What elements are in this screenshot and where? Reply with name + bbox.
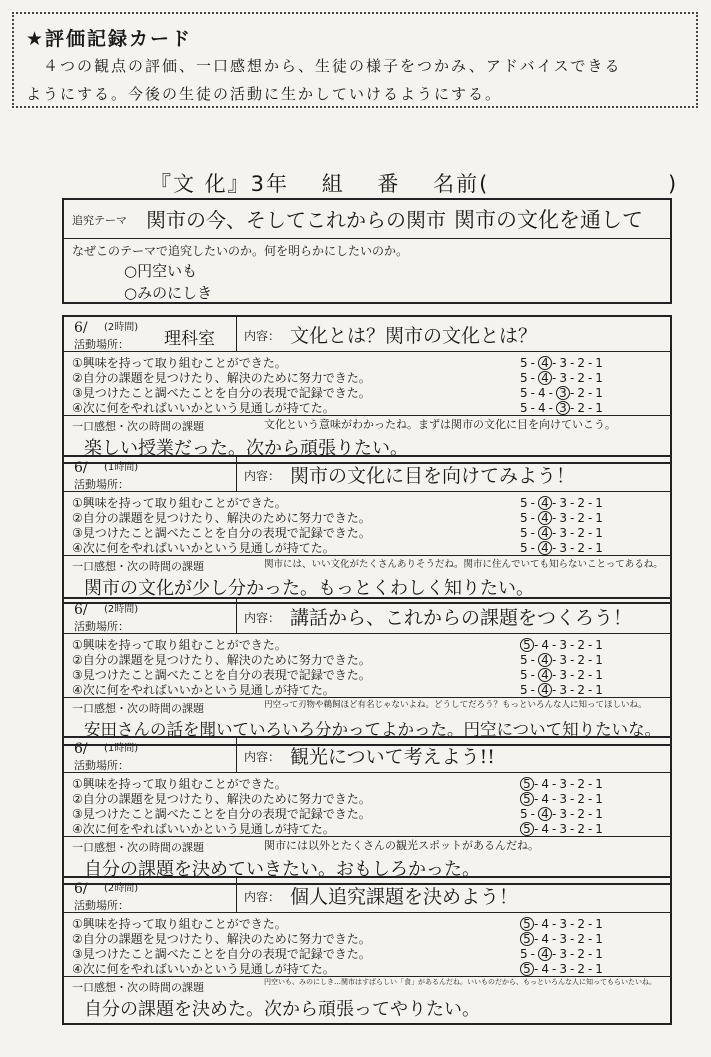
rating-option: 2: [577, 807, 588, 821]
rating-scale: 5 -4-3-2-1: [520, 962, 606, 977]
rating-option: 4: [538, 511, 552, 525]
evaluation-item: [72, 822, 670, 837]
evaluation-item-text: ③見つけたこと調べたことを自分の表現で記録できた。: [72, 807, 371, 821]
evaluation-item-text: ①興味を持って取り組むことができた。: [72, 917, 287, 931]
rating-option: 1: [595, 683, 606, 697]
session-hours: (2時間): [104, 883, 139, 894]
content-value: 講話から、これからの課題をつくろう！: [290, 607, 633, 629]
rating-option: 4: [538, 807, 552, 821]
evaluation-item-text: ③見つけたこと調べたことを自分の表現で記録できた。: [72, 947, 371, 961]
rating-option: 3: [559, 917, 570, 931]
session-card: [62, 876, 672, 1025]
rating-option: 4: [541, 638, 552, 652]
rating-scale: 5- 4 -3-2-1: [520, 526, 606, 540]
intro-title: ★評価記録カード: [26, 28, 193, 50]
rating-option: 4: [538, 541, 552, 555]
evaluation-item-text: ④次に何をやればいいかという見通しが持てた。: [72, 962, 335, 976]
evaluation-item: [72, 807, 670, 822]
rating-option: 5: [520, 401, 531, 415]
session-hours: (2時間): [104, 604, 139, 615]
place-label: 活動場所：: [74, 620, 129, 633]
evaluation-item-text: ③見つけたこと調べたことを自分の表現で記録できた。: [72, 526, 371, 540]
rating-option: 5: [520, 638, 534, 652]
rating-option: 5: [520, 822, 534, 836]
rating-option: 4: [537, 401, 549, 415]
rating-option: 3: [559, 792, 570, 806]
theme-answer-1: ○円空いも: [124, 262, 198, 280]
session-date: 6/: [74, 320, 88, 336]
rating-option: 1: [595, 356, 606, 370]
content-value: 文化とは？関市の文化とは？: [290, 325, 538, 347]
comment-row: [64, 977, 670, 1023]
rating-option: 1: [595, 638, 606, 652]
place-label: 活動場所：: [74, 759, 129, 772]
evaluation-item: [72, 792, 670, 807]
rating-option: 3: [559, 962, 570, 976]
evaluation-items: [64, 634, 670, 698]
theme-label: 追究テーマ: [72, 214, 127, 227]
rating-scale: 5- 4 -3-2-1: [520, 947, 606, 961]
rating-option: 5: [520, 356, 531, 370]
session-date: 6/: [74, 741, 88, 757]
comment-label: 一口感想・次の時間の課題: [72, 420, 204, 433]
evaluation-item-text: ①興味を持って取り組むことができた。: [72, 356, 287, 370]
rating-option: 3: [556, 401, 570, 415]
session-card: [62, 597, 672, 746]
student-comment: 安田さんの話を聞いていろいろ分かってよかった。円空について知りたいな。: [84, 720, 662, 739]
rating-scale: 5- 4 -3-2-1: [520, 807, 606, 821]
teacher-note: 円空いも、みのにしき…関市はすばらしい「食」があるんだね。いいものだから、もっといろんな人に知ってもらいたいね。: [264, 978, 656, 986]
student-comment: 自分の課題を決めていきたい。おもしろかった。: [84, 859, 480, 880]
evaluation-item: [72, 356, 670, 371]
evaluation-item-text: ③見つけたこと調べたことを自分の表現で記録できた。: [72, 668, 371, 682]
rating-option: 2: [577, 371, 588, 385]
rating-option: 3: [556, 386, 570, 400]
rating-option: 2: [577, 653, 588, 667]
evaluation-item: [72, 947, 670, 962]
evaluation-item: [72, 932, 670, 947]
rating-option: 4: [538, 496, 552, 510]
rating-option: 2: [577, 917, 588, 931]
rating-option: 4: [541, 777, 552, 791]
place-box: [64, 599, 237, 633]
rating-option: 4: [538, 526, 552, 540]
rating-option: 1: [595, 668, 606, 682]
rating-option: 5: [520, 511, 531, 525]
rating-option: 3: [559, 932, 570, 946]
rating-option: 4: [538, 668, 552, 682]
rating-option: 2: [577, 541, 588, 555]
rating-option: 4: [541, 822, 552, 836]
evaluation-item-text: ④次に何をやればいいかという見通しが持てた。: [72, 822, 335, 836]
session-card: [62, 315, 672, 464]
session-date: 6/: [74, 881, 88, 897]
evaluation-item-text: ③見つけたこと調べたことを自分の表現で記録できた。: [72, 386, 371, 400]
evaluation-item: [72, 541, 670, 556]
rating-scale: 5- 4 -3-2-1: [520, 511, 606, 525]
rating-option: 1: [595, 401, 606, 415]
intro-box: [12, 12, 698, 108]
rating-option: 2: [577, 526, 588, 540]
rating-option: 4: [541, 792, 552, 806]
evaluation-item: [72, 496, 670, 511]
rating-option: 2: [577, 496, 588, 510]
content-label: 内容：: [244, 611, 281, 625]
rating-option: 3: [559, 541, 570, 555]
evaluation-items: [64, 352, 670, 416]
evaluation-item: [72, 526, 670, 541]
rating-scale: 5 -4-3-2-1: [520, 777, 606, 792]
rating-option: 1: [595, 511, 606, 525]
evaluation-items: [64, 492, 670, 556]
rating-option: 4: [538, 653, 552, 667]
rating-scale: 5 -4-3-2-1: [520, 822, 606, 837]
rating-option: 1: [595, 822, 606, 836]
rating-option: 4: [541, 917, 552, 931]
rating-option: 2: [577, 792, 588, 806]
content-label: 内容：: [244, 329, 281, 343]
rating-option: 3: [559, 638, 570, 652]
rating-option: 5: [520, 962, 534, 976]
comment-row: [64, 556, 670, 602]
rating-option: 1: [595, 653, 606, 667]
rating-option: 5: [520, 541, 531, 555]
teacher-note: 円空って刃物や鵜飼ほど有名じゃないよね。どうしてだろう？もっといろんな人に知ってほしいね。: [264, 700, 647, 710]
evaluation-item: [72, 511, 670, 526]
theme-sub: 関市の文化を通して: [454, 208, 643, 232]
header-number: 番: [377, 172, 401, 196]
header-class: 組: [321, 172, 345, 196]
theme-main: 関市の今、そしてこれからの関市: [146, 208, 446, 232]
comment-label: 一口感想・次の時間の課題: [72, 841, 204, 854]
rating-option: 3: [559, 526, 570, 540]
rating-option: 2: [577, 638, 588, 652]
rating-option: 5: [520, 371, 531, 385]
rating-option: 4: [538, 356, 552, 370]
rating-option: 1: [595, 386, 606, 400]
evaluation-item: [72, 668, 670, 683]
session-card: [62, 455, 672, 604]
rating-option: 4: [538, 683, 552, 697]
session-date: 6/: [74, 460, 88, 476]
rating-option: 3: [559, 777, 570, 791]
comment-label: 一口感想・次の時間の課題: [72, 702, 204, 715]
rating-option: 1: [595, 526, 606, 540]
session-hours: (2時間): [104, 322, 139, 333]
rating-scale: 5 -4-3-2-1: [520, 638, 606, 653]
rating-option: 2: [577, 777, 588, 791]
rating-option: 1: [595, 541, 606, 555]
student-comment: 楽しい授業だった。次から頑張りたい。: [84, 438, 408, 459]
rating-option: 5: [520, 792, 534, 806]
rating-option: 2: [577, 947, 588, 961]
rating-option: 2: [577, 932, 588, 946]
evaluation-item-text: ②自分の課題を見つけたり、解決のために努力できた。: [72, 932, 371, 946]
place-box: [64, 878, 237, 912]
content-value: 個人追究課題を決めよう！: [290, 886, 519, 908]
rating-scale: 5 -4-3-2-1: [520, 932, 606, 947]
theme-box: [62, 198, 672, 304]
evaluation-item-text: ②自分の課題を見つけたり、解決のために努力できた。: [72, 371, 371, 385]
rating-scale: 5- 4 -3-2-1: [520, 683, 606, 697]
content-value: 観光について考えよう!!: [290, 746, 495, 768]
rating-scale: 5- 4 -3-2-1: [520, 653, 606, 667]
rating-option: 3: [559, 496, 570, 510]
rating-option: 5: [520, 807, 531, 821]
evaluation-item-text: ②自分の課題を見つけたり、解決のために努力できた。: [72, 653, 371, 667]
evaluation-item-text: ②自分の課題を見つけたり、解決のために努力できた。: [72, 511, 371, 525]
rating-option: 3: [559, 356, 570, 370]
rating-option: 2: [577, 668, 588, 682]
rating-option: 5: [520, 653, 531, 667]
rating-option: 2: [577, 822, 588, 836]
rating-scale: 5-4- 3 -2-1: [520, 386, 606, 400]
rating-option: 5: [520, 386, 531, 400]
evaluation-item-text: ①興味を持って取り組むことができた。: [72, 777, 287, 791]
rating-option: 5: [520, 932, 534, 946]
rating-option: 1: [595, 932, 606, 946]
evaluation-item-text: ④次に何をやればいいかという見通しが持てた。: [72, 541, 335, 555]
rating-option: 3: [559, 822, 570, 836]
place-label: 活動場所：: [74, 478, 129, 491]
rating-scale: 5 -4-3-2-1: [520, 792, 606, 807]
rating-option: 1: [595, 917, 606, 931]
rating-option: 1: [595, 371, 606, 385]
session-card: [62, 736, 672, 885]
rating-option: 2: [577, 401, 588, 415]
rating-option: 2: [577, 386, 588, 400]
rating-option: 1: [595, 807, 606, 821]
header-name: 名前(: [433, 172, 490, 196]
rating-scale: 5- 4 -3-2-1: [520, 668, 606, 682]
evaluation-item: [72, 777, 670, 792]
header-close: ): [668, 172, 679, 196]
session-hours: (1時間): [104, 743, 139, 754]
rating-option: 3: [559, 683, 570, 697]
rating-option: 4: [541, 962, 552, 976]
rating-option: 5: [520, 526, 531, 540]
evaluation-item-text: ④次に何をやればいいかという見通しが持てた。: [72, 683, 335, 697]
evaluation-item: [72, 371, 670, 386]
place-box: [64, 738, 237, 772]
rating-option: 4: [537, 386, 549, 400]
place-value: 理科室: [164, 329, 215, 349]
rating-option: 5: [520, 496, 531, 510]
rating-option: 1: [595, 777, 606, 791]
teacher-note: 文化という意味がわかったね。まずは関市の文化に目を向けていこう。: [264, 418, 616, 431]
evaluation-item-text: ②自分の課題を見つけたり、解決のために努力できた。: [72, 792, 371, 806]
rating-scale: 5- 4 -3-2-1: [520, 371, 606, 385]
comment-label: 一口感想・次の時間の課題: [72, 981, 204, 994]
evaluation-item: [72, 386, 670, 401]
evaluation-item-text: ④次に何をやればいいかという見通しが持てた。: [72, 401, 335, 415]
evaluation-item: [72, 401, 670, 416]
evaluation-item: [72, 653, 670, 668]
rating-option: 1: [595, 947, 606, 961]
evaluation-items: [64, 913, 670, 977]
evaluation-items: [64, 773, 670, 837]
place-box: [64, 317, 237, 351]
theme-question: なぜこのテーマで追究したいのか。何を明らかにしたいのか。: [72, 244, 409, 258]
student-comment: 関市の文化が少し分かった。もっとくわしく知りたい。: [84, 578, 534, 599]
rating-option: 1: [595, 962, 606, 976]
student-comment: 自分の課題を決めた。次から頑張ってやりたい。: [84, 999, 480, 1020]
card-header: [150, 168, 702, 198]
header-subject: 『文 化』3年: [150, 172, 290, 196]
comment-label: 一口感想・次の時間の課題: [72, 560, 204, 573]
rating-option: 5: [520, 947, 531, 961]
rating-scale: 5- 4 -3-2-1: [520, 496, 606, 510]
intro-text-1: ４つの観点の評価、一口感想から、生徒の様子をつかみ、アドバイスできる: [26, 57, 622, 75]
rating-option: 3: [559, 653, 570, 667]
content-label: 内容：: [244, 750, 281, 764]
rating-scale: 5 -4-3-2-1: [520, 917, 606, 932]
session-date: 6/: [74, 602, 88, 618]
rating-option: 5: [520, 777, 534, 791]
intro-text-2: ようにする。今後の生徒の活動に生かしていけるようにする。: [26, 85, 503, 103]
place-label: 活動場所：: [74, 899, 129, 912]
rating-scale: 5- 4 -3-2-1: [520, 356, 606, 370]
content-label: 内容：: [244, 469, 281, 483]
rating-option: 3: [559, 947, 570, 961]
rating-option: 1: [595, 496, 606, 510]
rating-option: 4: [538, 947, 552, 961]
rating-scale: 5- 4 -3-2-1: [520, 541, 606, 555]
teacher-note: 関市には以外とたくさんの観光スポットがあるんだね。: [264, 839, 539, 852]
place-label: 活動場所：: [74, 338, 129, 351]
rating-scale: 5-4- 3 -2-1: [520, 401, 606, 415]
evaluation-item: [72, 638, 670, 653]
session-hours: (1時間): [104, 462, 139, 473]
rating-option: 5: [520, 668, 531, 682]
rating-option: 3: [559, 511, 570, 525]
evaluation-item-text: ①興味を持って取り組むことができた。: [72, 496, 287, 510]
rating-option: 4: [538, 371, 552, 385]
rating-option: 3: [559, 371, 570, 385]
content-label: 内容：: [244, 890, 281, 904]
content-value: 関市の文化に目を向けてみよう！: [290, 465, 576, 487]
teacher-note: 関市には、いい文化がたくさんありそうだね。関市に住んでいても知らないことってあるね。: [264, 559, 663, 570]
rating-option: 5: [520, 683, 531, 697]
theme-answer-2: ○みのにしき: [124, 284, 213, 302]
evaluation-item: [72, 917, 670, 932]
rating-option: 2: [577, 511, 588, 525]
evaluation-item: [72, 683, 670, 698]
place-box: [64, 457, 237, 491]
rating-option: 2: [577, 962, 588, 976]
rating-option: 5: [520, 917, 534, 931]
rating-option: 2: [577, 683, 588, 697]
rating-option: 4: [541, 932, 552, 946]
rating-option: 2: [577, 356, 588, 370]
rating-option: 3: [559, 807, 570, 821]
evaluation-item: [72, 962, 670, 977]
rating-option: 1: [595, 792, 606, 806]
rating-option: 3: [559, 668, 570, 682]
evaluation-item-text: ①興味を持って取り組むことができた。: [72, 638, 287, 652]
